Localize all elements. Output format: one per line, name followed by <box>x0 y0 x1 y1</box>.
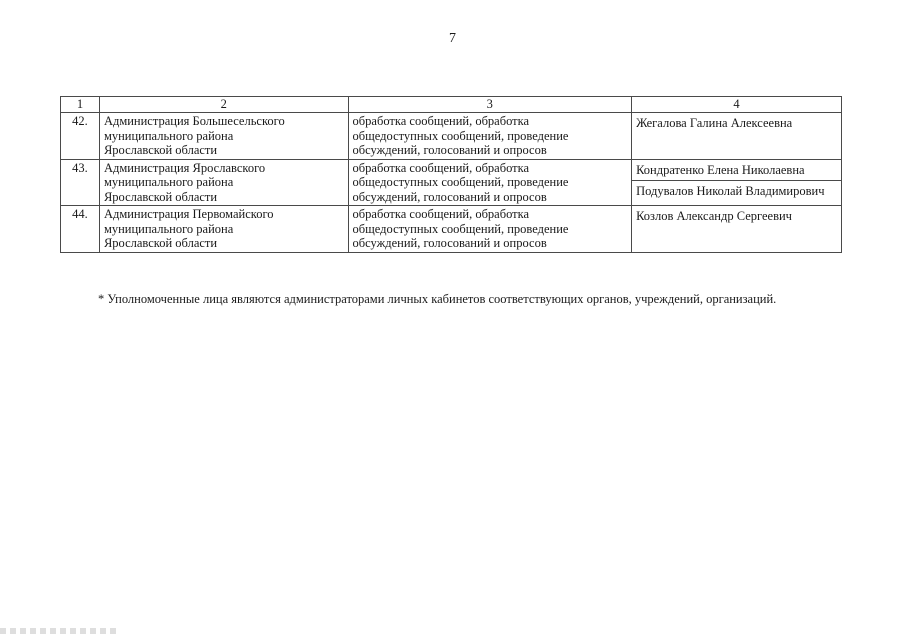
authorized-person: Подувалов Николай Владимирович <box>636 184 825 198</box>
column-header-activity: 3 <box>348 97 632 113</box>
row-number: 43. <box>61 159 100 206</box>
table-header-row <box>61 97 842 113</box>
authorized-person: Жегалова Галина Алексеевна <box>636 116 793 130</box>
authorized-person: Козлов Александр Сергеевич <box>636 209 792 223</box>
person-cell <box>632 113 842 160</box>
column-header-organization: 2 <box>99 97 348 113</box>
table-row <box>61 159 842 206</box>
person-cell <box>632 159 842 206</box>
person-cell <box>632 206 842 253</box>
row-number: 42. <box>61 113 100 160</box>
footnote: * Уполномоченные лица являются администраторами личных кабинетов соответствующих органов, учреждений, организаций. <box>98 292 777 306</box>
activity-cell: обработка сообщений, обработка общедоступных сообщений, проведение обсуждений, голосований и опросов <box>348 113 632 160</box>
registry-table <box>60 96 842 253</box>
page-number: 7 <box>449 31 456 46</box>
organization-cell: Администрация Ярославского муниципального района Ярославской области <box>99 159 348 206</box>
organization-cell: Администрация Первомайского муниципального района Ярославской области <box>99 206 348 253</box>
scan-artifact <box>0 628 120 634</box>
activity-cell: обработка сообщений, обработка общедоступных сообщений, проведение обсуждений, голосований и опросов <box>348 159 632 206</box>
column-header-number: 1 <box>61 97 100 113</box>
activity-cell: обработка сообщений, обработка общедоступных сообщений, проведение обсуждений, голосований и опросов <box>348 206 632 253</box>
column-header-person: 4 <box>632 97 842 113</box>
row-number: 44. <box>61 206 100 253</box>
organization-cell: Администрация Большесельского муниципального района Ярославской области <box>99 113 348 160</box>
authorized-person: Кондратенко Елена Николаевна <box>632 160 841 182</box>
table-row <box>61 113 842 160</box>
table-row <box>61 206 842 253</box>
